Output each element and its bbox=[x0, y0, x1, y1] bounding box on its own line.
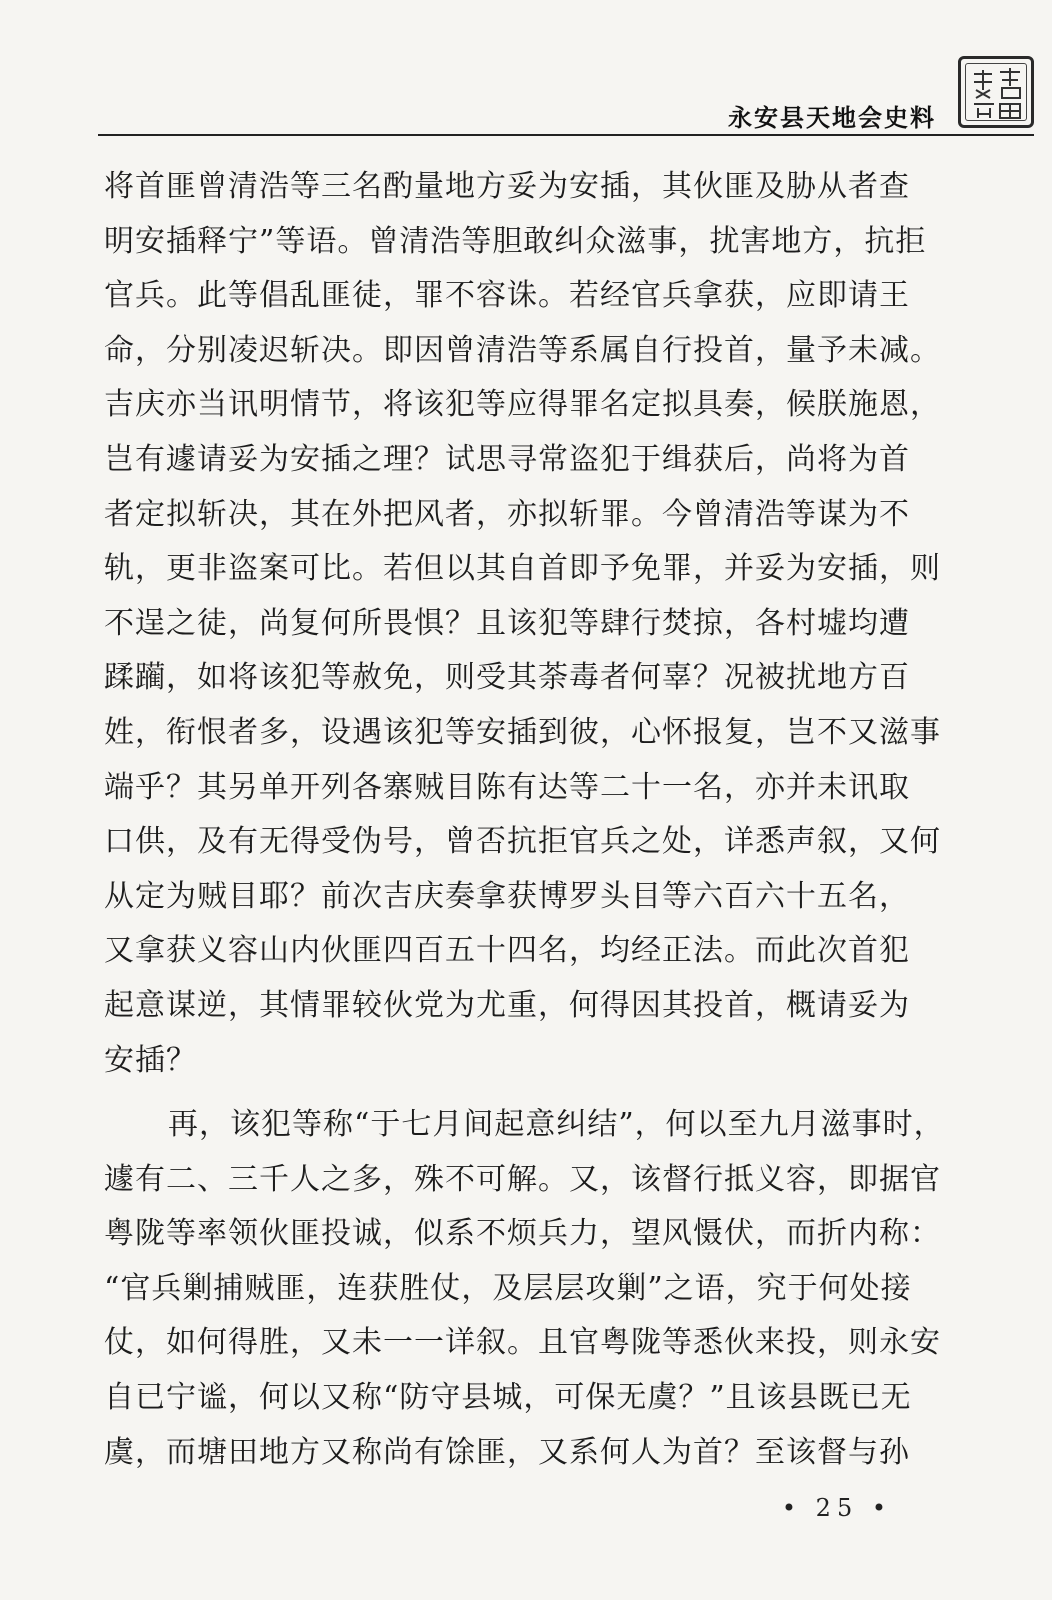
text-line: 安插？ bbox=[104, 1042, 197, 1078]
seal-border bbox=[965, 63, 1027, 121]
text-line: 不逞之徒，尚复何所畏惧？且该犯等肆行焚掠，各村墟均遭 bbox=[104, 605, 910, 641]
text-line: 起意谋逆，其情罪较伙党为尤重，何得因其投首，概请妥为 bbox=[104, 987, 910, 1023]
text-line: 者定拟斩决，其在外把风者，亦拟斩罪。今曾清浩等谋为不 bbox=[104, 496, 910, 532]
text-line: 吉庆亦当讯明情节，将该犯等应得罪名定拟具奏，候朕施恩， bbox=[104, 387, 941, 423]
text-line: 明安插释宁”等语。曾清浩等胆敢纠众滋事，扰害地方，抗拒 bbox=[104, 223, 927, 259]
running-header-title: 永安县天地会史料 bbox=[728, 104, 936, 132]
text-line: 口供，及有无得受伪号，曾否抗拒官兵之处，详悉声叙，又何 bbox=[104, 824, 941, 860]
text-line: 官兵。此等倡乱匪徒，罪不容诛。若经官兵拿获，应即请王 bbox=[104, 278, 910, 314]
text-line: 将首匪曾清浩等三名酌量地方妥为安插，其伙匪及胁从者查 bbox=[104, 169, 910, 204]
text-line: 遽有二、三千人之多，殊不可解。又，该督行抵义容，即据官 bbox=[104, 1161, 941, 1197]
paragraph-1 bbox=[104, 160, 941, 1088]
text-line: 端乎？其另单开列各寨贼目陈有达等二十一名，亦并未讯取 bbox=[104, 769, 910, 805]
text-line: 自已宁谧，何以又称“防守县城，可保无虞？”且该县既已无 bbox=[104, 1380, 912, 1416]
text-line: 岂有遽请妥为安插之理？试思寻常盗犯于缉获后，尚将为首 bbox=[104, 441, 910, 477]
text-line: 蹂躏，如将该犯等赦免，则受其荼毒者何辜？况被扰地方百 bbox=[104, 660, 910, 696]
seal-stamp bbox=[958, 56, 1034, 128]
text-line: 从定为贼目耶？前次吉庆奏拿获博罗头目等六百六十五名， bbox=[104, 878, 910, 914]
page-number: • 25 • bbox=[781, 1494, 892, 1522]
text-line: “官兵剿捕贼匪，连获胜仗，及层层攻剿”之语，究于何处接 bbox=[104, 1270, 912, 1306]
text-line-indented: 再，该犯等称“于七月间起意纠结”，何以至九月滋事时， bbox=[168, 1107, 945, 1143]
seal-glyph-drawing bbox=[966, 64, 1028, 122]
text-line: 粤陇等率领伙匪投诚，似系不烦兵力，望风慑伏，而折内称： bbox=[104, 1216, 941, 1252]
text-line: 仗，如何得胜，又未一一详叙。且官粤陇等悉伙来投，则永安 bbox=[104, 1325, 941, 1361]
text-line: 命，分别凌迟斩决。即因曾清浩等系属自行投首，量予未减。 bbox=[104, 332, 941, 368]
text-line: 姓，衔恨者多，设遇该犯等安插到彼，心怀报复，岂不又滋事 bbox=[104, 714, 941, 750]
body-text bbox=[104, 160, 945, 1480]
header-rule bbox=[98, 134, 1034, 136]
text-line: 轨，更非盗案可比。若但以其自首即予免罪，并妥为安插，则 bbox=[104, 551, 941, 587]
paragraph-2 bbox=[104, 1098, 945, 1480]
text-line: 虞，而塘田地方又称尚有馀匪，又系何人为首？至该督与孙 bbox=[104, 1434, 910, 1470]
text-line: 又拿获义容山内伙匪四百五十四名，均经正法。而此次首犯 bbox=[104, 933, 910, 969]
